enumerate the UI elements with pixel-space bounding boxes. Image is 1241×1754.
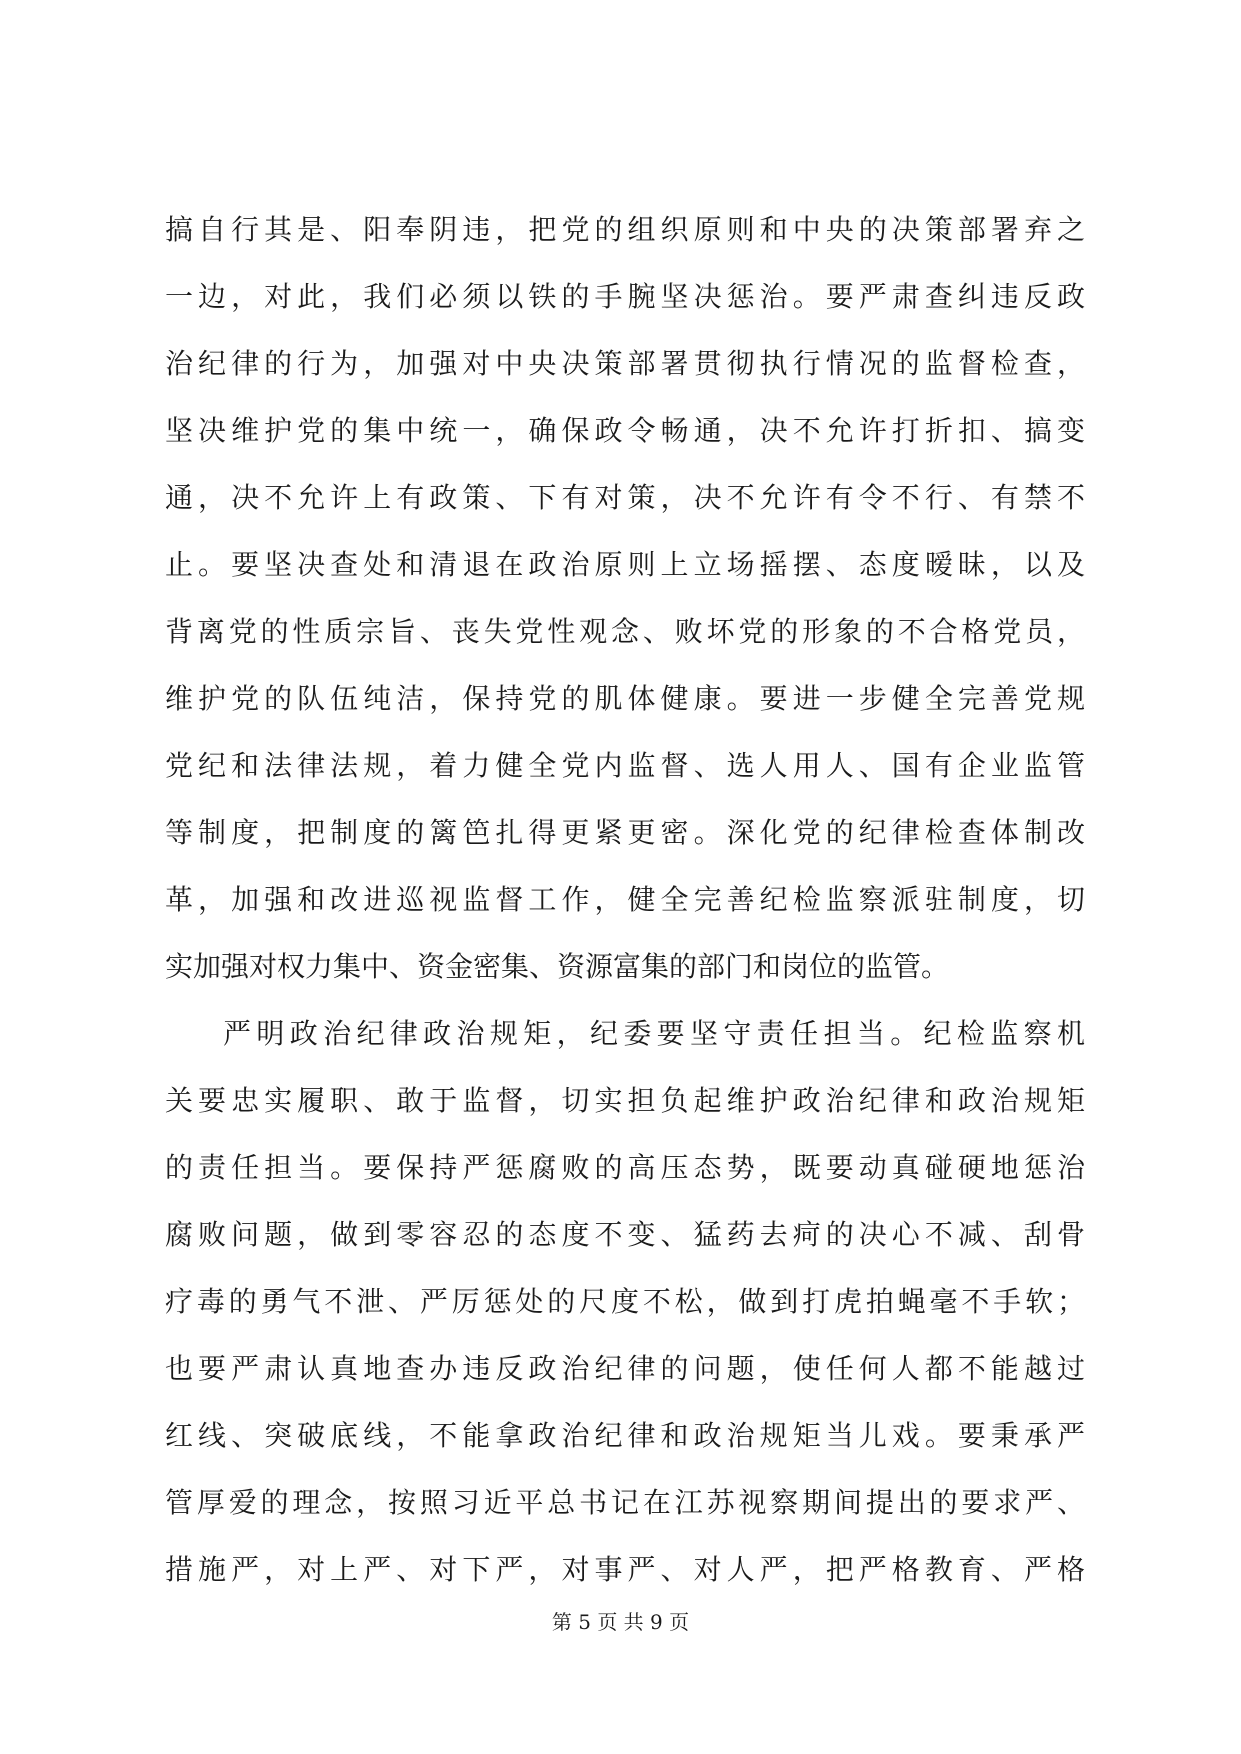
text-line: 措施严，对上严、对下严，对事严、对人严，把严格教育、严格 [165,1553,1085,1586]
text-line: 关要忠实履职、敢于监督，切实担负起维护政治纪律和政治规矩 [165,1084,1085,1117]
page-footer: 第 5 页 共 9 页 [551,1610,690,1634]
text-line: 一边，对此，我们必须以铁的手腕坚决惩治。要严肃查纠违反政 [165,280,1085,313]
text-line: 背离党的性质宗旨、丧失党性观念、败坏党的形象的不合格党员， [165,615,1085,648]
text-line: 的责任担当。要保持严惩腐败的高压态势，既要动真碰硬地惩治 [165,1151,1085,1184]
text-line: 腐败问题，做到零容忍的态度不变、猛药去疴的决心不减、刮骨 [165,1218,1085,1251]
text-line: 止。要坚决查处和清退在政治原则上立场摇摆、态度暧昧，以及 [165,548,1085,581]
text-line: 革，加强和改进巡视监督工作，健全完善纪检监察派驻制度，切 [165,883,1085,916]
text-line: 也要严肃认真地查办违反政治纪律的问题，使任何人都不能越过 [165,1352,1085,1385]
text-line: 治纪律的行为，加强对中央决策部署贯彻执行情况的监督检查， [165,347,1085,380]
text-line: 坚决维护党的集中统一，确保政令畅通，决不允许打折扣、搞变 [165,414,1085,447]
text-line: 维护党的队伍纯洁，保持党的肌体健康。要进一步健全完善党规 [165,682,1085,715]
text-line: 管厚爱的理念，按照习近平总书记在江苏视察期间提出的要求严、 [165,1486,1085,1519]
text-line: 等制度，把制度的篱笆扎得更紧更密。深化党的纪律检查体制改 [165,816,1085,849]
text-line: 党纪和法律法规，着力健全党内监督、选人用人、国有企业监管 [165,749,1085,782]
text-line: 实加强对权力集中、资金密集、资源富集的部门和岗位的监管。 [165,950,950,983]
text-line: 通，决不允许上有政策、下有对策，决不允许有令不行、有禁不 [165,481,1085,514]
text-line: 红线、突破底线，不能拿政治纪律和政治规矩当儿戏。要秉承严 [165,1419,1085,1452]
text-line: 疗毒的勇气不泄、严厉惩处的尺度不松，做到打虎拍蝇毫不手软； [165,1285,1085,1318]
text-line: 搞自行其是、阳奉阴违，把党的组织原则和中央的决策部署弃之 [165,213,1085,246]
text-line: 严明政治纪律政治规矩，纪委要坚守责任担当。纪检监察机 [223,1017,1085,1050]
body-text [165,204,1085,1611]
